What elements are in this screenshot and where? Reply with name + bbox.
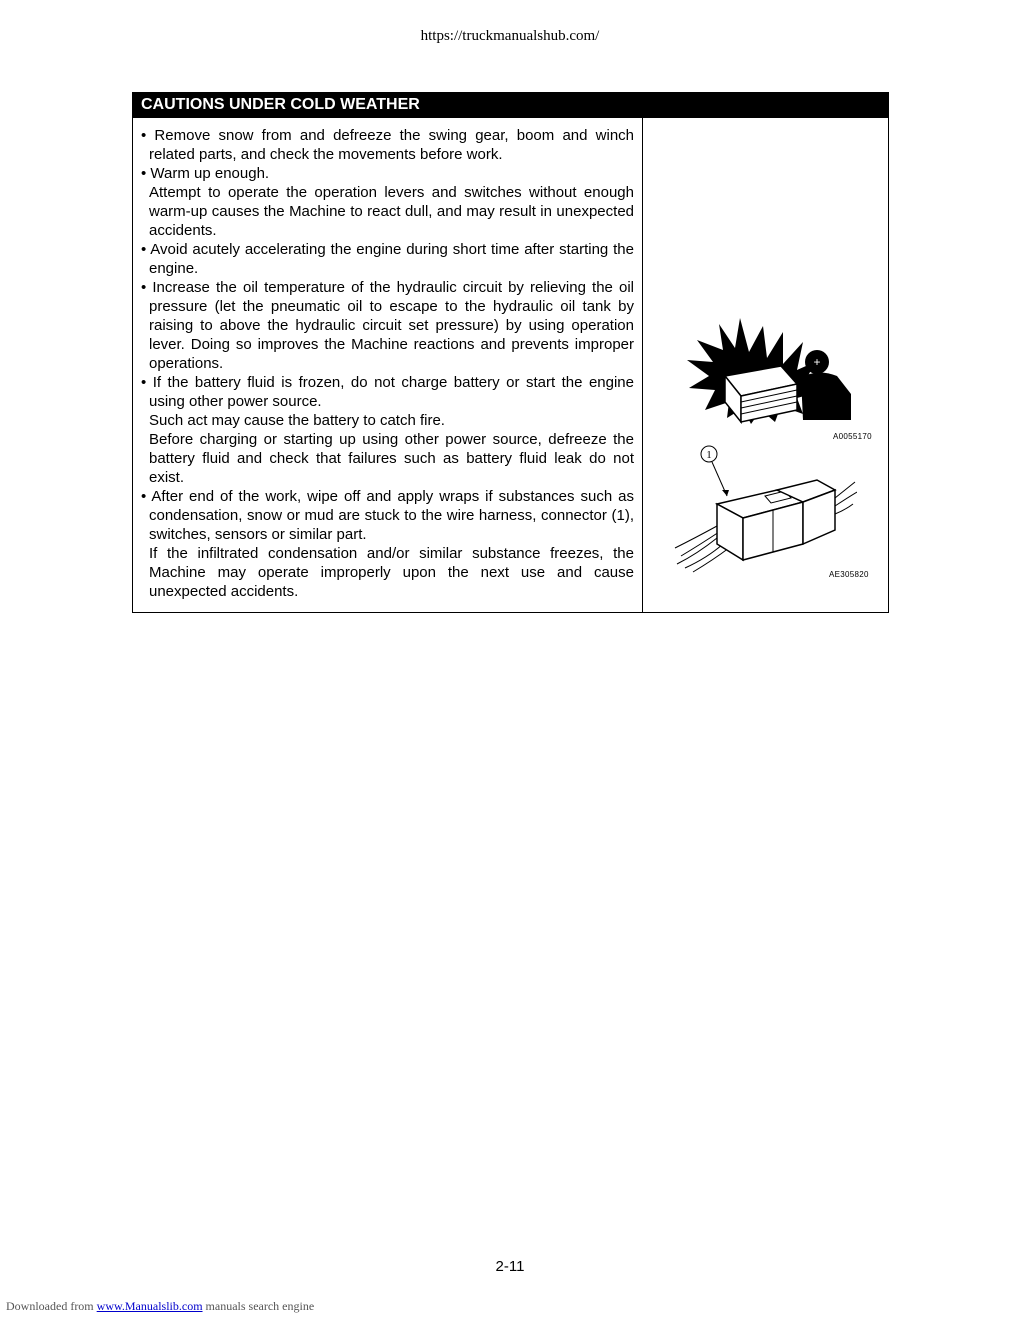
caution-note: Attempt to operate the operation levers and switches without enough warm-up causes the Machine to react dull, and may result in unexpected accidents. bbox=[149, 184, 634, 239]
caution-item: • After end of the work, wipe off and apply wraps if substances such as condensation, snow or mud are stuck to the wire harness, connector (1), switches, sensors or similar part. bbox=[141, 488, 634, 543]
section-title: CAUTIONS UNDER COLD WEATHER bbox=[133, 93, 888, 117]
figure-cell bbox=[643, 118, 888, 612]
battery-explosion-illustration bbox=[685, 318, 855, 428]
footer-suffix: manuals search engine bbox=[205, 1299, 315, 1313]
header-url: https://truckmanualshub.com/ bbox=[420, 28, 600, 44]
caution-text-cell bbox=[133, 118, 643, 612]
footer-prefix: Downloaded from bbox=[6, 1299, 94, 1313]
caution-note: If the infiltrated condensation and/or similar substance freezes, the Machine may operate improperly upon the next use and cause unexpected accidents. bbox=[149, 545, 634, 600]
caution-note: Before charging or starting up using other power source, defreeze the battery fluid and check that failures such as battery fluid leak do not exist. bbox=[149, 431, 634, 486]
footer-link[interactable]: www.Manualslib.com bbox=[96, 1299, 203, 1313]
footer bbox=[6, 1299, 314, 1314]
caution-item: • Increase the oil temperature of the hydraulic circuit by relieving the oil pressure (let the pneumatic oil to escape to the hydraulic oil tank by raising to above the hydraulic circuit set pressure) by using operation lever. Doing so improves the Machine reactions and prevents improper operations. bbox=[141, 279, 634, 372]
caution-row bbox=[133, 117, 888, 612]
battery-figure-code: A0055170 bbox=[833, 432, 872, 441]
connector-callout-number: 1 bbox=[706, 449, 712, 461]
caution-item: • If the battery fluid is frozen, do not charge battery or start the engine using other power source. bbox=[141, 374, 634, 410]
page-number: 2-11 bbox=[495, 1258, 525, 1275]
caution-table bbox=[132, 92, 889, 613]
connector-illustration bbox=[667, 444, 857, 574]
caution-note: Such act may cause the battery to catch fire. bbox=[149, 412, 445, 429]
caution-item: • Warm up enough. bbox=[141, 165, 270, 182]
svg-text:+: + bbox=[813, 355, 821, 369]
connector-figure-code: AE305820 bbox=[829, 570, 869, 579]
caution-item: • Remove snow from and defreeze the swing gear, boom and winch related parts, and check the movements before work. bbox=[141, 127, 634, 163]
caution-item: • Avoid acutely accelerating the engine during short time after starting the engine. bbox=[141, 241, 634, 277]
